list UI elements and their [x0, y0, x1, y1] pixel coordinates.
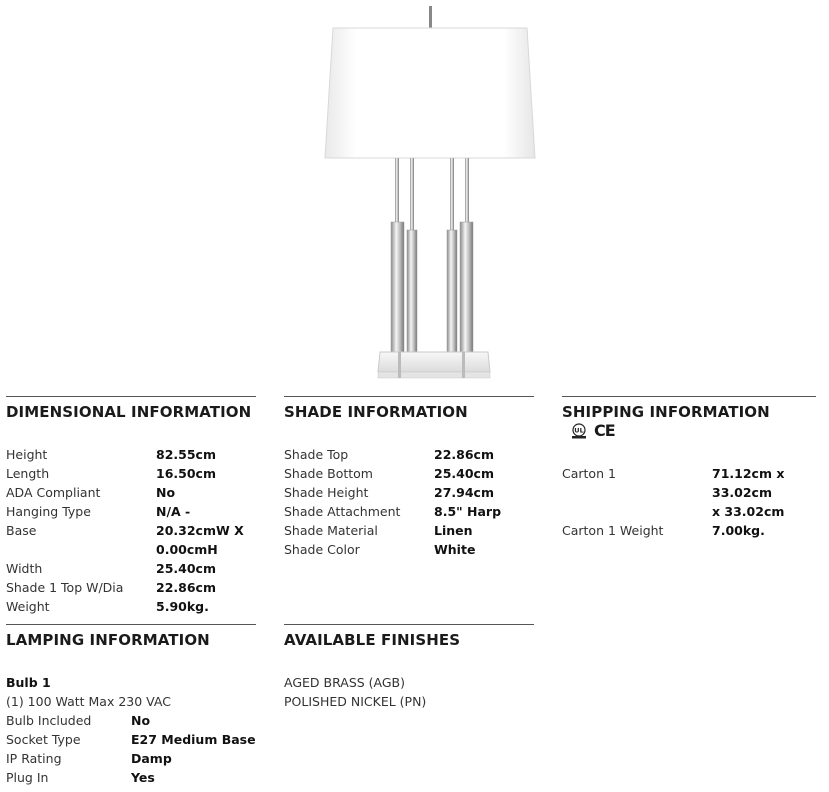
spec-value: 22.86cm [434, 447, 494, 462]
spec-row [6, 559, 256, 578]
finish-item: POLISHED NICKEL (PN) [284, 694, 427, 709]
spec-row [6, 711, 256, 730]
shipping-information-section [562, 396, 816, 540]
spec-label: Shade Color [284, 542, 360, 557]
spec-label: Height [6, 447, 48, 462]
spec-value: 7.00kg. [712, 523, 765, 538]
spec-label: Weight [6, 599, 50, 614]
shipping-rows [562, 464, 816, 540]
section-title: DIMENSIONAL INFORMATION [6, 396, 256, 429]
spec-row [562, 521, 816, 540]
ce-mark-icon: CE [594, 421, 615, 440]
spec-value: 0.00cmH [156, 542, 218, 557]
spec-value: N/A - [156, 504, 191, 519]
spec-value: x 33.02cm [712, 504, 785, 519]
spec-label: Shade Attachment [284, 504, 401, 519]
spec-label [562, 502, 712, 521]
spec-label: Socket Type [6, 732, 81, 747]
spec-value: 16.50cm [156, 466, 216, 481]
spec-value: 25.40cm [434, 466, 494, 481]
section-title [562, 396, 816, 448]
dimensional-rows [6, 445, 256, 616]
spec-row [284, 540, 534, 559]
spec-row [6, 597, 256, 616]
available-finishes-section [284, 624, 534, 711]
shade-information-section [284, 396, 534, 559]
spec-label: Shade Top [284, 447, 349, 462]
spec-value: 71.12cm x 33.02cm [712, 466, 785, 500]
spec-value: White [434, 542, 476, 557]
spec-row [6, 749, 256, 768]
spec-label: Shade Bottom [284, 466, 373, 481]
spec-row [6, 768, 256, 787]
spec-row [284, 483, 534, 502]
spec-row [284, 464, 534, 483]
spec-label: Carton 1 [562, 466, 616, 481]
spec-value: 27.94cm [434, 485, 494, 500]
spec-row [284, 521, 534, 540]
spec-value: 5.90kg. [156, 599, 209, 614]
spec-row [284, 445, 534, 464]
spec-label: IP Rating [6, 751, 62, 766]
spec-label: Length [6, 466, 50, 481]
spec-row [6, 540, 256, 559]
spec-value: 25.40cm [156, 561, 216, 576]
section-title-text: SHIPPING INFORMATION [562, 403, 770, 421]
spec-value: 8.5" Harp [434, 504, 502, 519]
spec-value: Linen [434, 523, 473, 538]
bulb-description: (1) 100 Watt Max 230 VAC [6, 694, 171, 709]
finish-item: AGED BRASS (AGB) [284, 675, 406, 690]
section-title: SHADE INFORMATION [284, 396, 534, 429]
spec-row [562, 502, 816, 521]
ul-mark-text: UL [574, 426, 584, 434]
lamping-information-section [6, 624, 256, 787]
spec-row [6, 464, 256, 483]
lamp-product-image [320, 0, 540, 385]
spec-label: Shade 1 Top W/Dia [6, 580, 124, 595]
finishes-list [284, 673, 534, 711]
spec-row [6, 483, 256, 502]
spec-value: E27 Medium Base [131, 732, 256, 747]
spec-value: 82.55cm [156, 447, 216, 462]
spec-label: Shade Material [284, 523, 378, 538]
spec-label: Hanging Type [6, 504, 91, 519]
spec-row [6, 730, 256, 749]
spec-label: Plug In [6, 770, 49, 785]
spec-row [6, 502, 256, 521]
spec-row [6, 521, 256, 540]
spec-label: Carton 1 Weight [562, 523, 664, 538]
spec-label: Shade Height [284, 485, 369, 500]
spec-label: Bulb Included [6, 713, 92, 728]
spec-value: 20.32cmW X [156, 523, 244, 538]
lamping-rows [6, 673, 256, 787]
certification-icons [568, 421, 615, 440]
spec-value: Damp [131, 751, 172, 766]
spec-label: ADA Compliant [6, 485, 101, 500]
spec-row [284, 502, 534, 521]
bulb-label: Bulb 1 [6, 675, 51, 690]
spec-label: Width [6, 561, 43, 576]
spec-row [6, 578, 256, 597]
section-title: AVAILABLE FINISHES [284, 624, 534, 657]
spec-value: No [131, 713, 151, 728]
spec-value: Yes [131, 770, 155, 785]
ul-listed-icon [568, 423, 590, 439]
section-title: LAMPING INFORMATION [6, 624, 256, 657]
spec-row [6, 445, 256, 464]
spec-row [562, 464, 816, 502]
shade-rows [284, 445, 534, 559]
spec-label [6, 540, 156, 559]
dimensional-information-section [6, 396, 256, 616]
spec-label: Base [6, 523, 37, 538]
spec-value: 22.86cm [156, 580, 216, 595]
spec-value: No [156, 485, 176, 500]
